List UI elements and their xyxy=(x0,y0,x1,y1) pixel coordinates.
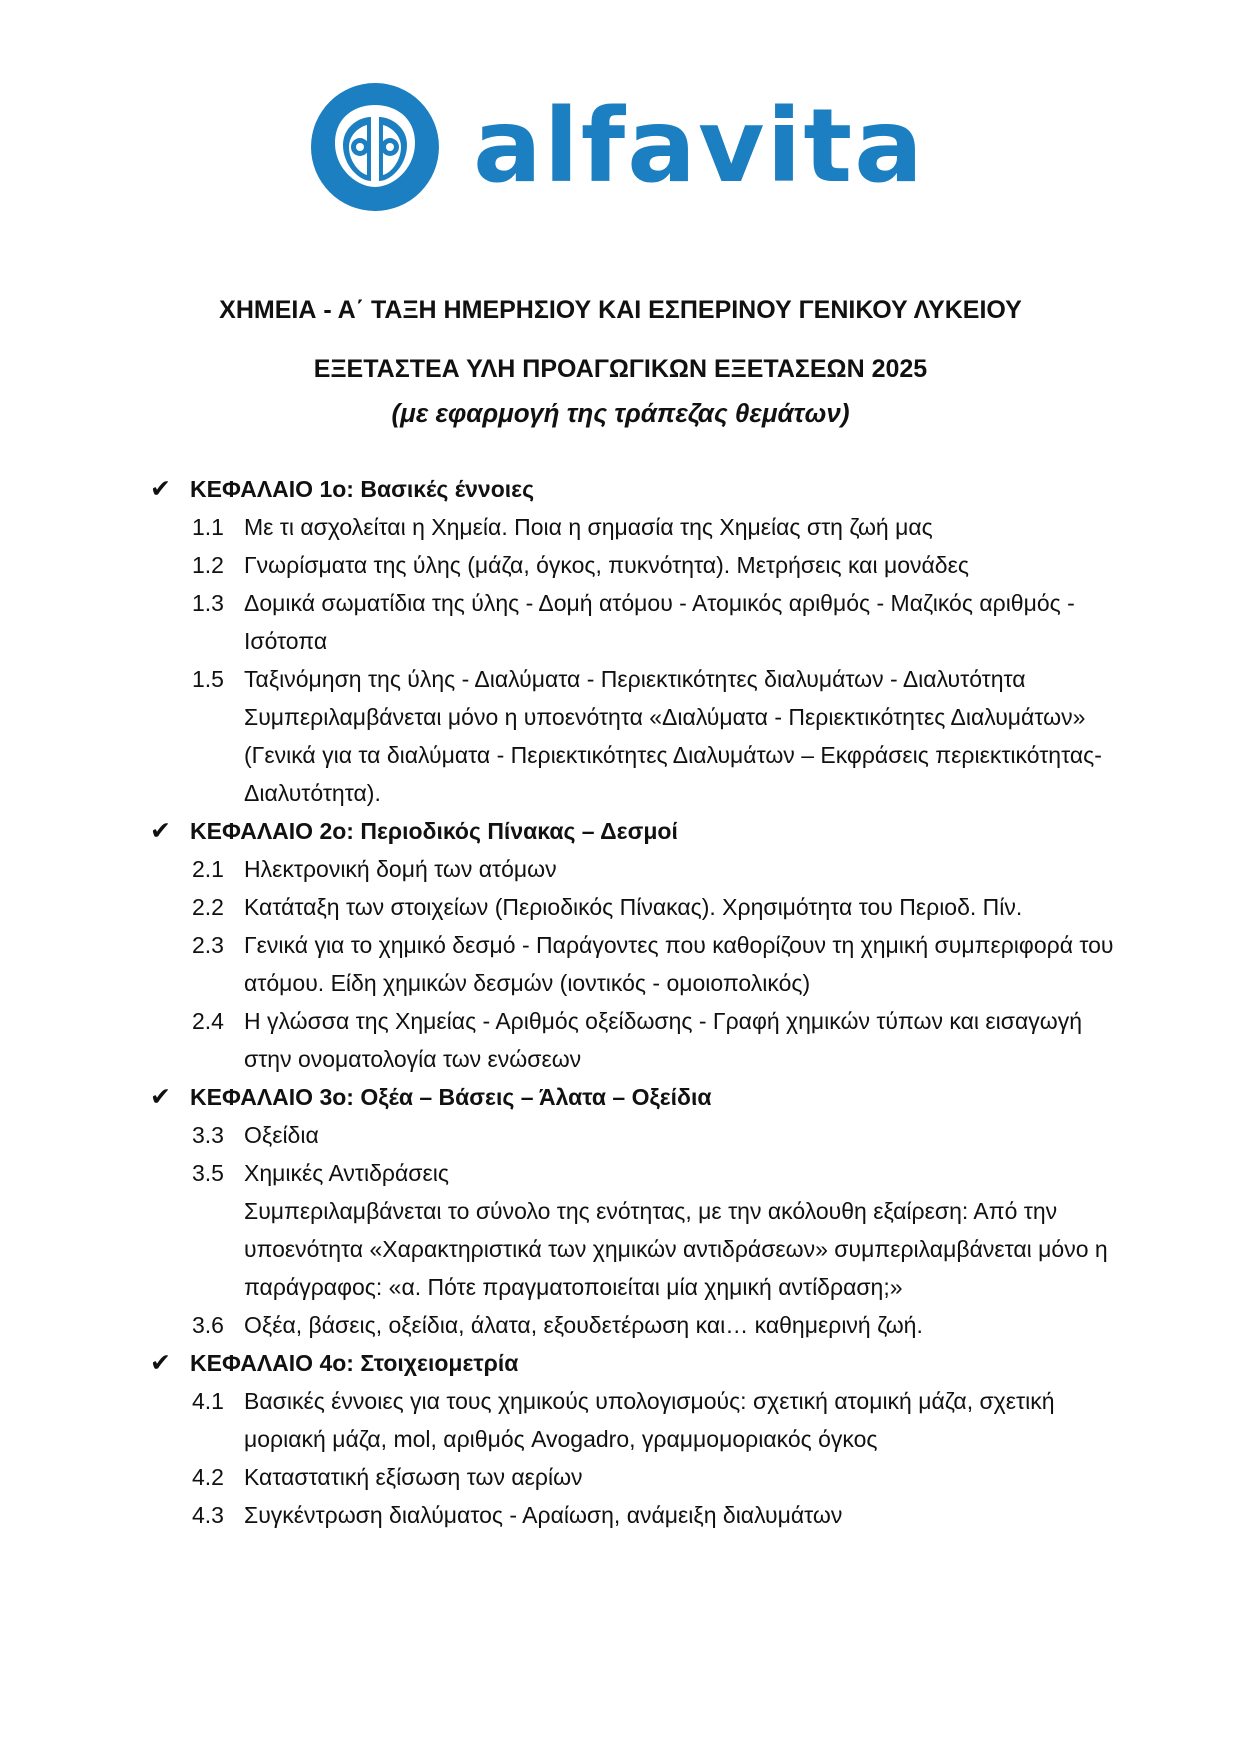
item-text: Κατάταξη των στοιχείων (Περιοδικός Πίνακας). Χρησιμότητα του Περιοδ. Πίν. xyxy=(244,894,1023,920)
document-note: (με εφαρμογή της τράπεζας θεμάτων) xyxy=(391,398,850,428)
chapter-title: ΚΕΦΑΛΑΙΟ 4ο: Στοιχειομετρία xyxy=(190,1350,519,1376)
syllabus-list xyxy=(150,470,1130,1534)
item-number: 3.3 xyxy=(192,1122,224,1148)
item-text: Δομικά σωματίδια της ύλης - Δομή ατόμου - Ατομικός αριθμός - Μαζικός αριθμός - Ισότοπα xyxy=(244,590,1075,654)
item-number: 2.1 xyxy=(192,856,224,882)
list-item xyxy=(192,926,1130,1002)
chapter-title: ΚΕΦΑΛΑΙΟ 2ο: Περιοδικός Πίνακας – Δεσμοί xyxy=(190,818,678,844)
chapter-heading xyxy=(150,1078,1130,1116)
list-item xyxy=(192,850,1130,888)
brand-logo xyxy=(305,72,925,222)
list-item xyxy=(192,1306,1130,1344)
item-number: 2.4 xyxy=(192,1008,224,1034)
item-number: 1.2 xyxy=(192,552,224,578)
list-item xyxy=(192,508,1130,546)
item-number: 3.5 xyxy=(192,1160,224,1186)
document-subtitle: ΕΞΕΤΑΣΤΕΑ ΥΛΗ ΠΡΟΑΓΩΓΙΚΩΝ ΕΞΕΤΑΣΕΩΝ 2025 xyxy=(313,355,928,383)
item-number: 4.3 xyxy=(192,1502,224,1528)
check-icon: ✔ xyxy=(150,1083,171,1111)
check-icon: ✔ xyxy=(150,1349,171,1377)
chapter-heading xyxy=(150,812,1130,850)
item-text: Συγκέντρωση διαλύματος - Αραίωση, ανάμειξη διαλυμάτων xyxy=(244,1502,843,1528)
item-number: 1.5 xyxy=(192,666,224,692)
list-item xyxy=(192,660,1130,812)
item-number: 2.3 xyxy=(192,932,224,958)
owl-eyes-icon xyxy=(305,77,445,217)
chapter-heading xyxy=(150,1344,1130,1382)
item-number: 1.3 xyxy=(192,590,224,616)
check-icon: ✔ xyxy=(150,475,171,503)
list-item xyxy=(192,1458,1130,1496)
chapter-title: ΚΕΦΑΛΑΙΟ 3ο: Οξέα – Βάσεις – Άλατα – Οξείδια xyxy=(190,1084,712,1110)
item-text: Γενικά για το χημικό δεσμό - Παράγοντες που καθορίζουν τη χημική συμπεριφορά του ατόμου. Είδη χημικών δεσμών (ιοντικός - ομοιοπολικός) xyxy=(244,932,1114,996)
item-number: 4.1 xyxy=(192,1388,224,1414)
item-text: Με τι ασχολείται η Χημεία. Ποια η σημασία της Χημείας στη ζωή μας xyxy=(244,514,933,540)
item-number: 2.2 xyxy=(192,894,224,920)
item-number xyxy=(192,1192,244,1306)
list-item xyxy=(192,1002,1130,1078)
document-title: ΧΗΜΕΙΑ - Α΄ ΤΑΞΗ ΗΜΕΡΗΣΙΟΥ ΚΑΙ ΕΣΠΕΡΙΝΟΥ ΓΕΝΙΚΟΥ ΛΥΚΕΙΟΥ xyxy=(219,296,1022,324)
item-text: Καταστατική εξίσωση των αερίων xyxy=(244,1464,583,1490)
list-item xyxy=(192,1154,1130,1192)
chapter-heading xyxy=(150,470,1130,508)
list-item xyxy=(192,584,1130,660)
list-item xyxy=(192,1382,1130,1458)
list-item xyxy=(192,546,1130,584)
item-text: Οξέα, βάσεις, οξείδια, άλατα, εξουδετέρωση και… καθημερινή ζωή. xyxy=(244,1312,923,1338)
check-icon: ✔ xyxy=(150,817,171,845)
list-item xyxy=(192,1116,1130,1154)
item-text: Η γλώσσα της Χημείας - Αριθμός οξείδωσης - Γραφή χημικών τύπων και εισαγωγή στην ονοματολογία των ενώσεων xyxy=(244,1008,1083,1072)
item-number: 4.2 xyxy=(192,1464,224,1490)
item-number: 1.1 xyxy=(192,514,224,540)
list-item xyxy=(192,1496,1130,1534)
item-note-text: Συμπεριλαμβάνεται το σύνολο της ενότητας, με την ακόλουθη εξαίρεση: Από την υποενότητα «Χαρακτηριστικά των χημικών αντιδράσεων» συμπεριλαμβάνεται μόνο η παράγραφος: «α. Πότε πραγματοποιείται μία χημική αντίδραση;» xyxy=(244,1198,1108,1300)
list-item xyxy=(192,888,1130,926)
item-number: 3.6 xyxy=(192,1312,224,1338)
chapter-title: ΚΕΦΑΛΑΙΟ 1ο: Βασικές έννοιες xyxy=(190,476,535,502)
list-item-note xyxy=(192,1192,1130,1306)
item-text: Ηλεκτρονική δομή των ατόμων xyxy=(244,856,557,882)
item-text: Ταξινόμηση της ύλης - Διαλύματα - Περιεκτικότητες διαλυμάτων - Διαλυτότητα Συμπεριλαμβάνεται μόνο η υποενότητα «Διαλύματα - Περιεκτικότητες Διαλυμάτων» (Γενικά για τα διαλύματα - Περιεκτικότητες Διαλυμάτων – Εκφράσεις περιεκτικότητας- Διαλυτότητα). xyxy=(244,666,1102,806)
item-text: Βασικές έννοιες για τους χημικούς υπολογισμούς: σχετική ατομική μάζα, σχετική μοριακή μάζα, mol, αριθμός Avogadro, γραμμομοριακός όγκος xyxy=(244,1388,1055,1452)
item-text: Οξείδια xyxy=(244,1122,319,1148)
brand-name: alfavita xyxy=(472,87,925,206)
item-text: Χημικές Αντιδράσεις xyxy=(244,1160,449,1186)
item-text: Γνωρίσματα της ύλης (μάζα, όγκος, πυκνότητα). Μετρήσεις και μονάδες xyxy=(244,552,969,578)
